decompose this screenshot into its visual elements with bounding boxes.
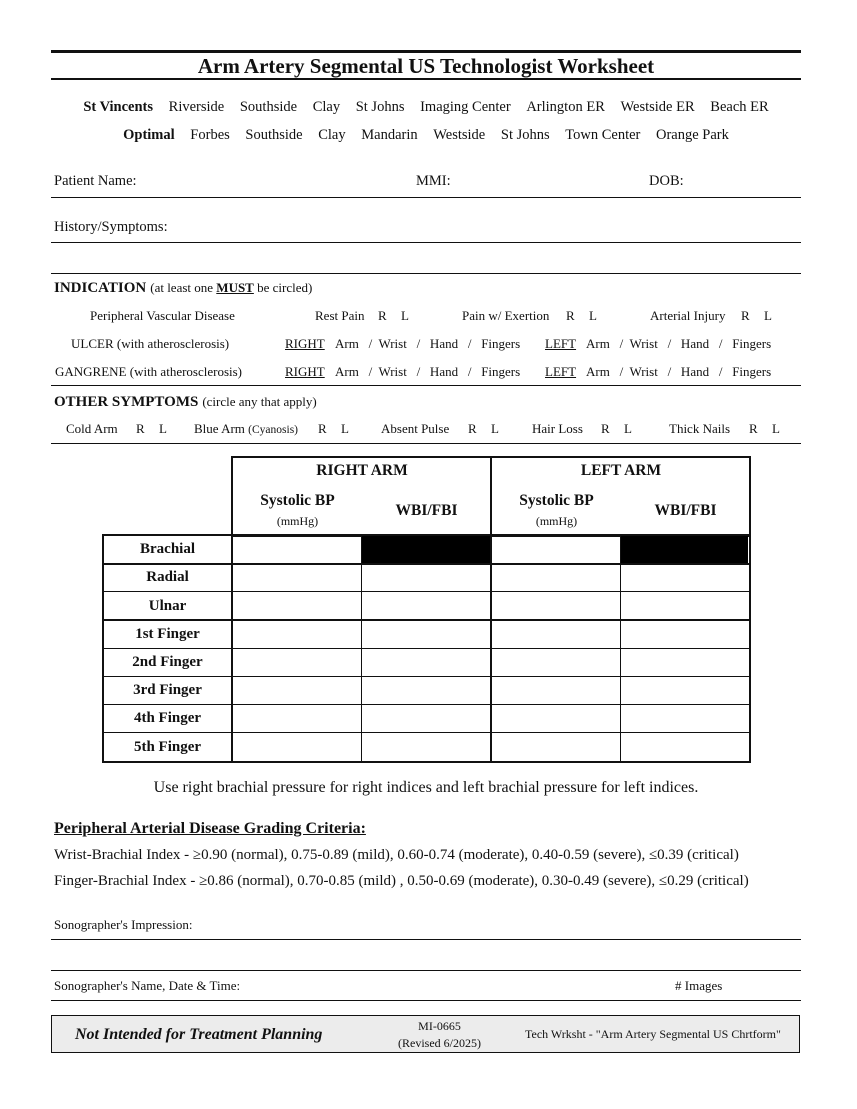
pain-exertion-label: Pain w/ Exertion [462, 308, 550, 323]
row-label-1st-finger: 1st Finger [135, 626, 200, 642]
location-option[interactable]: Westside [433, 127, 486, 143]
pain-exertion-r[interactable]: R [566, 308, 575, 323]
right-systolic-heading: Systolic BP [260, 492, 335, 509]
title-rule [51, 78, 801, 80]
location-option[interactable]: Arlington ER [526, 99, 605, 115]
other-top-rule [51, 385, 801, 386]
cold-arm-label: Cold Arm [66, 421, 118, 436]
gangrene-right-sites[interactable]: Arm / Wrist / Hand / Fingers [335, 364, 521, 379]
symptoms-bottom-rule [51, 443, 801, 444]
location-option[interactable]: Southside [239, 99, 298, 115]
rest-pain-label: Rest Pain [315, 308, 365, 323]
mmi-label: MMI: [416, 173, 451, 189]
rest-pain-l[interactable]: L [401, 308, 409, 323]
footer-tech-label: Tech Wrksht - "Arm Artery Segmental US Chrtform" [525, 1027, 781, 1041]
history-label: History/Symptoms: [54, 219, 168, 235]
footer-disclaimer: Not Intended for Treatment Planning [75, 1026, 323, 1043]
cold-arm-l[interactable]: L [159, 421, 167, 436]
thick-nails-l[interactable]: L [772, 421, 780, 436]
arterial-injury-label: Arterial Injury [650, 308, 726, 323]
row-label-brachial: Brachial [140, 541, 195, 557]
gangrene-right-label: RIGHT [285, 364, 325, 379]
location-option[interactable]: Orange Park [655, 127, 729, 143]
page-title: Arm Artery Segmental US Technologist Worksheet [197, 54, 655, 78]
left-brachial-bp-cell[interactable] [492, 536, 620, 563]
patient-rule [51, 197, 801, 198]
footer-form-id: MI-0665 [418, 1019, 461, 1033]
indication-heading-line [54, 279, 312, 297]
location-option[interactable]: Riverside [168, 99, 225, 115]
other-heading: OTHER SYMPTOMS [54, 394, 199, 410]
left-brachial-wbi-blocked [621, 536, 748, 563]
left-arm-heading: LEFT ARM [580, 462, 662, 479]
row-line [102, 648, 749, 649]
row-label-5th-finger: 5th Finger [133, 739, 202, 755]
grading-heading: Peripheral Arterial Disease Grading Criteria: [54, 820, 366, 837]
dob-label: DOB: [649, 173, 684, 189]
location-option[interactable]: Beach ER [710, 99, 769, 115]
absent-pulse-label: Absent Pulse [381, 421, 450, 436]
ulcer-right-sites[interactable]: Arm / Wrist / Hand / Fingers [335, 336, 521, 351]
absent-pulse-l[interactable]: L [491, 421, 499, 436]
left-mmhg-label: (mmHg) [535, 514, 578, 528]
hair-loss-label: Hair Loss [532, 421, 583, 436]
ulcer-label: ULCER (with atherosclerosis) [71, 336, 230, 351]
row-line [102, 732, 749, 733]
brand-optimal: Optimal [123, 127, 175, 143]
ulcer-left-sites[interactable]: Arm / Wrist / Hand / Fingers [586, 336, 772, 351]
row-line [102, 619, 749, 621]
hair-loss-l[interactable]: L [624, 421, 632, 436]
location-option[interactable]: Southside [245, 127, 303, 143]
row-line [102, 563, 749, 565]
locations-row-1 [51, 99, 801, 116]
row-label-radial: Radial [146, 569, 189, 585]
cold-arm-r[interactable]: R [136, 421, 145, 436]
row-label-ulnar: Ulnar [148, 598, 187, 614]
finger-brachial-criteria: Finger-Brachial Index - ≥0.86 (normal), 0.70-0.85 (mild) , 0.50-0.69 (moderate), 0.30-0.49 (severe), ≤0.29 (critical) [54, 873, 749, 889]
location-option[interactable]: Clay [312, 99, 341, 115]
gangrene-left-sites[interactable]: Arm / Wrist / Hand / Fingers [586, 364, 772, 379]
top-rule [51, 50, 801, 53]
pressure-note: Use right brachial pressure for right indices and left brachial pressure for left indices. [153, 779, 699, 796]
rest-pain-r[interactable]: R [378, 308, 387, 323]
brand-st-vincents: St Vincents [83, 99, 154, 115]
pain-exertion-l[interactable]: L [589, 308, 597, 323]
location-option[interactable]: St Johns [500, 127, 550, 143]
left-wbi-heading: WBI/FBI [654, 502, 717, 519]
indication-heading: INDICATION [54, 280, 147, 296]
footer-revised: (Revised 6/2025) [398, 1036, 481, 1050]
left-systolic-heading: Systolic BP [519, 492, 594, 509]
right-brachial-bp-cell[interactable] [233, 536, 361, 563]
footer-box [51, 1015, 800, 1053]
other-note: (circle any that apply) [202, 394, 317, 409]
ulcer-right-label: RIGHT [285, 336, 325, 351]
blue-arm-l[interactable]: L [341, 421, 349, 436]
right-arm-heading: RIGHT ARM [316, 462, 408, 479]
location-option[interactable]: Westside ER [620, 99, 695, 115]
absent-pulse-r[interactable]: R [468, 421, 477, 436]
thick-nails-label: Thick Nails [669, 421, 731, 436]
sonographer-top-rule [51, 970, 801, 971]
arterial-injury-r[interactable]: R [741, 308, 750, 323]
location-option[interactable]: St Johns [355, 99, 405, 115]
other-heading-line [54, 393, 317, 411]
pvd-option[interactable]: Peripheral Vascular Disease [90, 308, 235, 323]
wrist-brachial-criteria: Wrist-Brachial Index - ≥0.90 (normal), 0.75-0.89 (mild), 0.60-0.74 (moderate), 0.40-0.59 (severe), ≤0.39 (critical) [54, 847, 739, 863]
blue-arm-r[interactable]: R [318, 421, 327, 436]
row-line [102, 676, 749, 677]
location-option[interactable]: Forbes [190, 127, 230, 143]
blue-arm-label: Blue Arm (Cyanosis) [194, 421, 299, 436]
patient-name-label: Patient Name: [54, 173, 137, 189]
sonographer-label: Sonographer's Name, Date & Time: [54, 978, 241, 993]
location-option[interactable]: Clay [318, 127, 346, 143]
row-line [102, 591, 749, 592]
arterial-injury-l[interactable]: L [764, 308, 772, 323]
thick-nails-r[interactable]: R [749, 421, 758, 436]
row-label-3rd-finger: 3rd Finger [133, 682, 202, 698]
location-option[interactable]: Mandarin [361, 127, 418, 143]
gangrene-label: GANGRENE (with atherosclerosis) [55, 364, 243, 379]
right-mmhg-label: (mmHg) [276, 514, 319, 528]
row-label-2nd-finger: 2nd Finger [132, 654, 203, 670]
location-option[interactable]: Imaging Center [420, 99, 511, 115]
right-brachial-wbi-blocked [362, 536, 490, 563]
row-label-4th-finger: 4th Finger [133, 710, 202, 726]
images-label: # Images [675, 978, 723, 993]
hair-loss-r[interactable]: R [601, 421, 610, 436]
location-option[interactable]: Town Center [565, 127, 641, 143]
indication-top-rule [51, 273, 801, 274]
row-line [102, 704, 749, 705]
ulcer-left-label: LEFT [545, 336, 577, 351]
history-rule [51, 242, 801, 243]
right-wbi-heading: WBI/FBI [395, 502, 458, 519]
impression-label: Sonographer's Impression: [54, 917, 193, 932]
gangrene-left-label: LEFT [545, 364, 577, 379]
indication-note: (at least one MUST be circled) [150, 280, 313, 295]
impression-rule[interactable] [51, 939, 801, 940]
locations-row-2 [51, 127, 801, 144]
sonographer-bottom-rule [51, 1000, 801, 1001]
